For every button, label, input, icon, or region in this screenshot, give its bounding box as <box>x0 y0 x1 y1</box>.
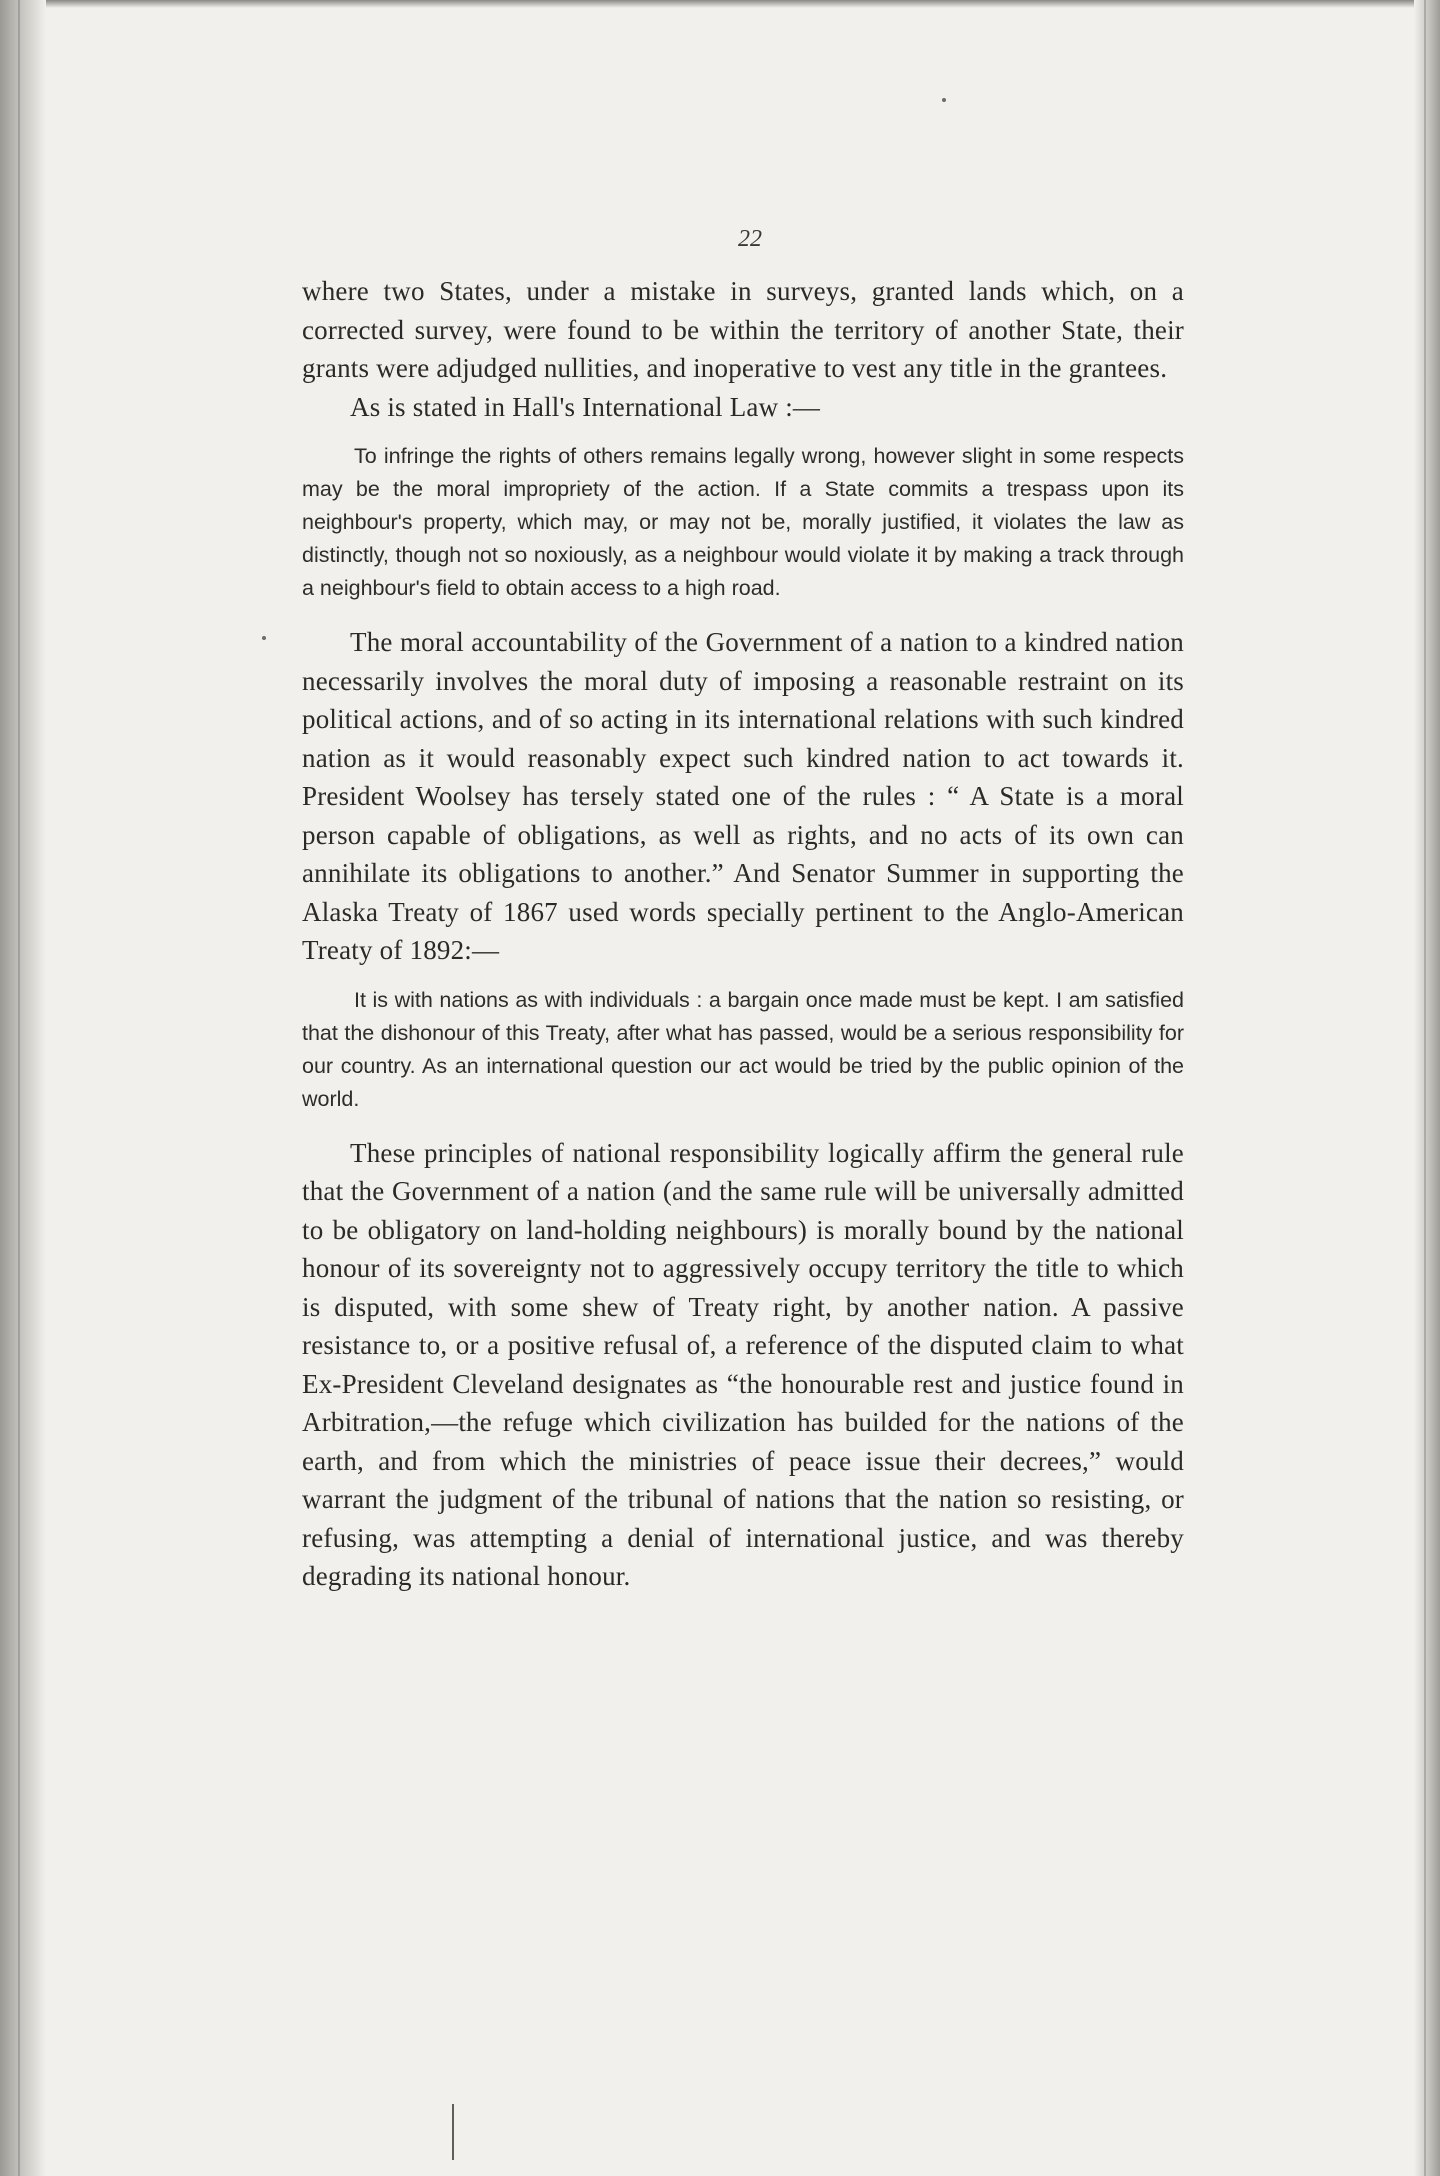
binding-shadow <box>0 0 46 2176</box>
page-number: 22 <box>738 226 762 252</box>
ink-speck <box>942 98 946 102</box>
paragraph-national-responsibility: These principles of national responsibility logically affirm the general rule that the Government of a nation (and the same rule will be universally admitted to be obligatory on land-holding neighbours) is morally bound by the national honour of its sovereignty not to aggressively occupy territory the title to which is disputed, with some shew of Treaty right, by another nation. A passive resistance to, or a positive refusal of, a reference of the disputed claim to what Ex-President Cleveland designates as “the honourable rest and justice found in Arbitration,—the refuge which civilization has builded for the nations of the earth, and from which the ministries of peace issue their decrees,” would warrant the judgment of the tribunal of nations that the nation so resisting, or refusing, was attempting a denial of international justice, and was thereby degrading its national honour. <box>302 1137 1184 1591</box>
page-text <box>302 272 1184 1596</box>
page-top-edge <box>0 0 1440 8</box>
ink-mark <box>452 2104 454 2160</box>
paragraph-moral-accountability: The moral accountability of the Government of a nation to a kindred nation necessarily involves the moral duty of imposing a reasonable restraint on its political actions, and of so acting in its international relations with such kindred nation as it would reasonably expect such kindred nation to act towards it. President Woolsey has tersely stated one of the rules : “ A State is a moral person capable of obligations, as well as rights, and no acts of its own can annihilate its obligations to another.” And Senator Summer in supporting the Alaska Treaty of 1867 used words specially pertinent to the Anglo-American Treaty of 1892:— <box>302 627 1184 965</box>
binding-line <box>18 0 20 2176</box>
block-quote-hall: To infringe the rights of others remains legally wrong, however slight in some respects may be the moral impropriety of the action. If a State commits a trespass upon its neighbour's property, which may, or may not be, morally justified, it violates the law as distinctly, though not so noxiously, as a neighbour would violate it by making a track through a neighbour's field to obtain access to a high road. <box>302 444 1184 600</box>
ink-speck <box>262 636 266 640</box>
page-right-edge <box>1414 0 1440 2176</box>
block-quote-summer: It is with nations as with individuals : a bargain once made must be kept. I am satisfied that the dishonour of this Treaty, after what has passed, would be a serious responsibility for our country. As an international question our act would be tried by the public opinion of the world. <box>302 987 1184 1111</box>
paragraph-halls-law-intro: As is stated in Hall's International Law :— <box>350 391 821 422</box>
page-right-edge-line <box>1424 0 1426 2176</box>
paragraph-continuation: where two States, under a mistake in surveys, granted lands which, on a corrected survey, were found to be within the territory of another State, their grants were adjudged nullities, and inoperative to vest any title in the grantees. <box>302 276 1184 383</box>
